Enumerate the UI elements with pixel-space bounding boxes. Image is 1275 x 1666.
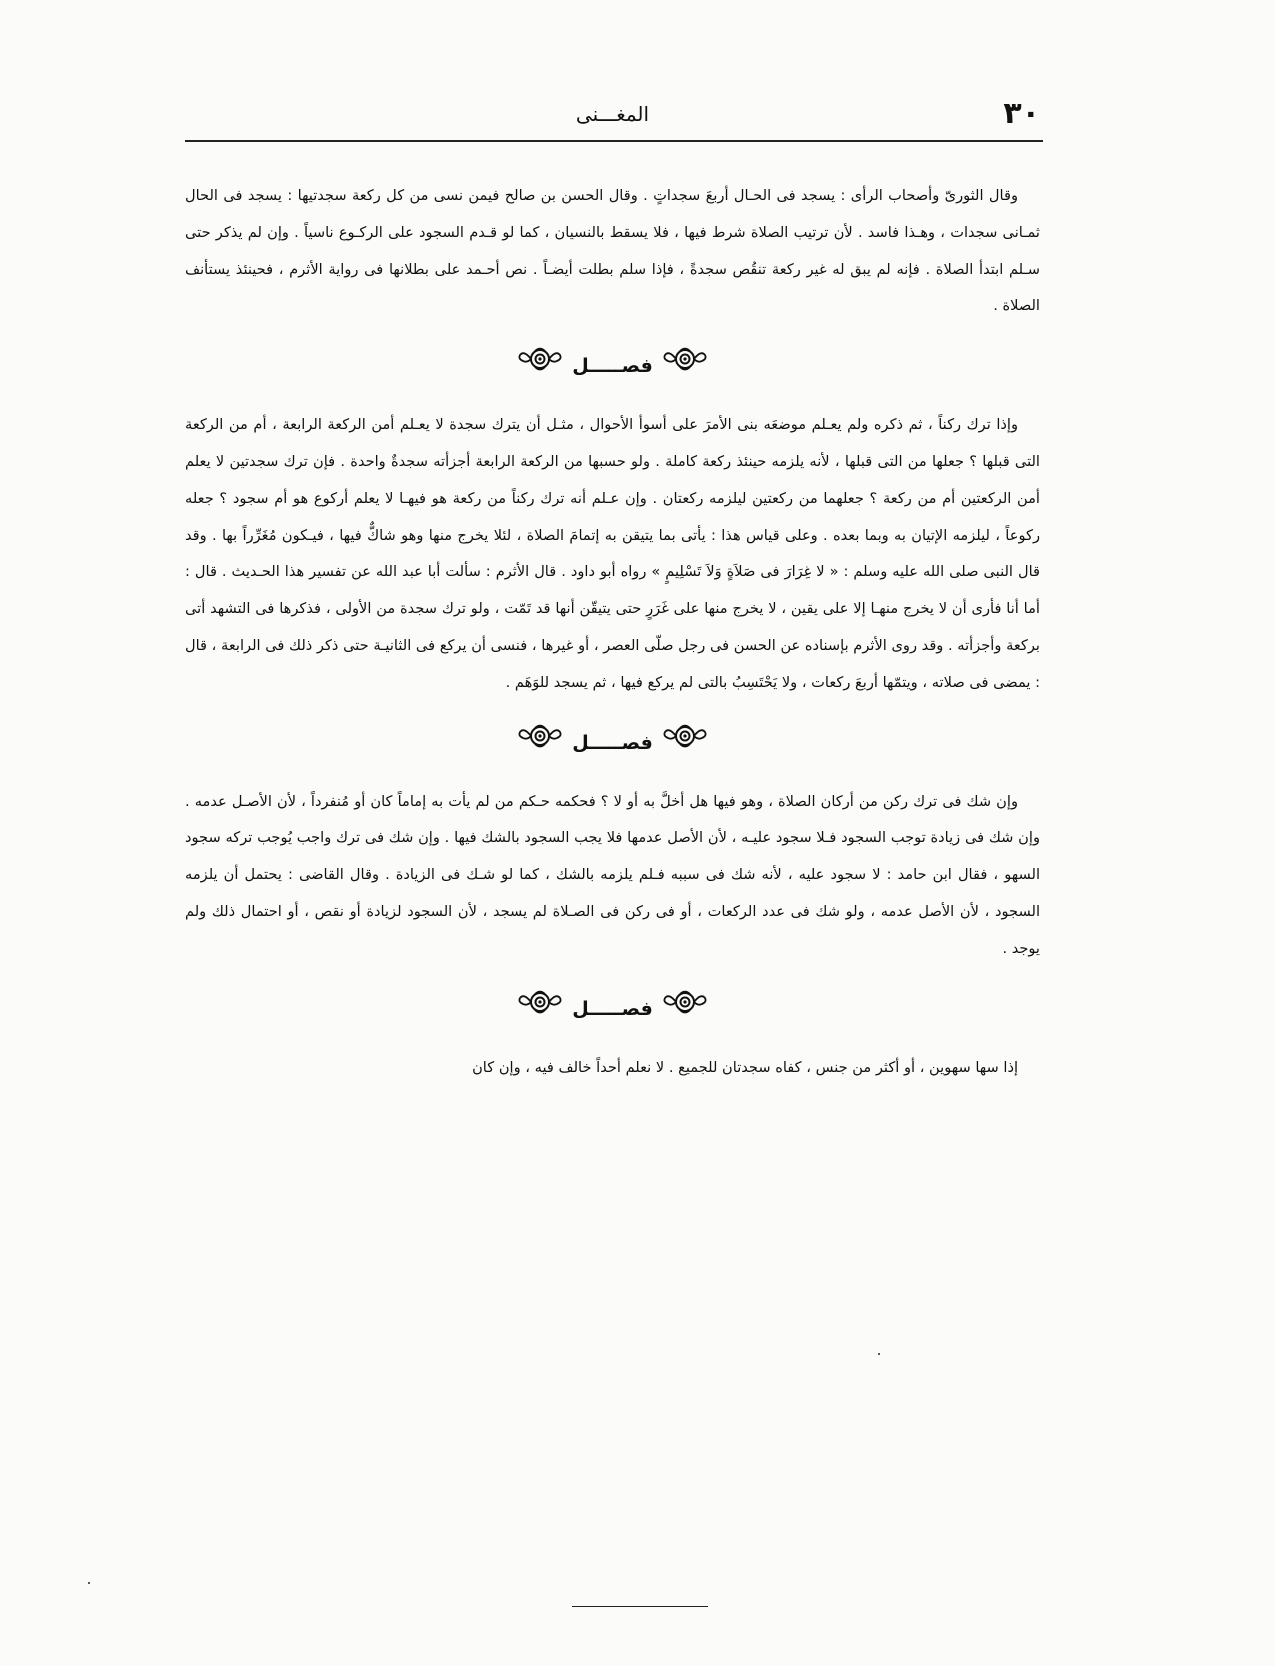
paragraph: إذا سها سهوين ، أو أكثر من جنس ، كفاه سجدتان للجميع . لا نعلم أحداً خالف فيه ، وإن كان <box>472 1058 1018 1076</box>
paragraph: وإن شك فى ترك ركن من أركان الصلاة ، وهو فيها هل أخلَّ به أو لا ؟ فحكمه حـكم من لم يأت به إماماً كان أو مُنفرداً ، لأن الأصـل عدمه . وإن شك فى زيادة توجب السجود فـلا سجود عليـه ، لأن الأصل عدمها فلا يجب السجود بالشك فيها . وإن شك فى ترك واجب يُوجب تركه سجود السهو ، فقال ابن حامد : لا سجود عليه ، لأنه شك فى سببه فـلم يلزمه بالشك ، كما لو شـك فى الزيادة . وقال القاضى : يحتمل أن يلزمه السجود ، لأن الأصل عدمه ، ولو شك فى عدد الركعات ، أو فى ركن فى الصـلاة لم يسجد ، لأن السجود لزيادة أو نقص ، أو احتمال ذلك ولم يوجد . <box>185 792 1040 957</box>
floral-ornament-icon <box>518 327 562 409</box>
ink-speck <box>878 1353 880 1355</box>
section-heading-label: فصـــــل <box>572 997 653 1020</box>
page-header <box>185 96 1040 140</box>
section-heading <box>185 702 1040 784</box>
ink-speck <box>88 1582 90 1584</box>
body-text <box>185 178 1040 1086</box>
paragraph: وإذا ترك ركناً ، ثم ذكره ولم يعـلم موضعَه بنى الأمرَ على أسوأ الأحوال ، مثـل أن يترك سجدة لا يعـلم أمن الركعة الرابعة ، أم من الركعة التى قبلها ؟ جعلها من التى قبلها ، لأنه يلزمه حينئذ ركعة كاملة . ولو حسبها من الركعة الرابعة أجزأته سجدةٌ واحدة . فإن ترك سجدتين لا يعلم أمن الركعتين أم من ركعة ؟ جعلهما من ركعتين ليلزمه ركعتان . وإن عـلم أنه ترك ركناً من ركعة هو فيهـا لا يعلم أركوع هو أم سجود ؟ جعله ركوعاً ، ليلزمه الإتيان به وبما بعده . وعلى قياس هذا : يأتى بما يتيقن به إتمامَ الصلاة ، لئلا يخرج منها وهو شاكٌّ فيها ، فيـكون مُغَرِّراً بها . وقد قال النبى صلى الله عليه وسلم : « لا غِرَارَ فى صَلاَةٍ وَلاَ تَسْلِيمٍ » رواه أبو داود . قال الأثرم : سألت أبا عبد الله عن تفسير هذا الحـديث . قال : أما أنا فأرى أن لا يخرج منهـا إلا على يقين ، لا يخرج منها على غَرَرٍ حتى يتيقّن أنها قد تَمّت ، ولو ترك سجدة من الأولى ، فذكرها فى التشهد أتى بركعة وأجزأته . وقد روى الأثرم بإسناده عن الحسن فى رجل صلّى العصر ، أو غيرها ، فنسى أن يركع فى الثانيـة حتى ذكر ذلك فى الرابعة ، قال : يمضى فى صلاته ، ويتمّها أربعَ ركعات ، ولا يَحْتَسِبُ بالتى لم يركع فيها ، ثم يسجد للوَهَم . <box>185 416 1040 691</box>
section-heading-label: فصـــــل <box>572 731 653 754</box>
floral-ornament-icon <box>518 704 562 786</box>
section-heading <box>185 968 1040 1050</box>
page-number: ٣٠ <box>1003 96 1040 131</box>
floral-ornament-icon <box>663 970 707 1052</box>
floral-ornament-icon <box>663 704 707 786</box>
footer-rule <box>572 1606 708 1607</box>
section-heading <box>185 325 1040 407</box>
section-heading-label: فصـــــل <box>572 355 653 378</box>
floral-ornament-icon <box>518 970 562 1052</box>
running-title: المغـــنى <box>575 102 650 126</box>
header-rule <box>185 140 1043 142</box>
floral-ornament-icon <box>663 327 707 409</box>
paragraph: وقال الثورىّ وأصحاب الرأى : يسجد فى الحـال أربعَ سجداتٍ . وقال الحسن بن صالح فيمن نسى من كل ركعة سجدتيها : يسجد فى الحال ثمـانى سجدات ، وهـذا فاسد . لأن ترتيب الصلاة شرط فيها ، فلا يسقط بالنسيان ، كما لو قـدم السجود على الركـوع ناسياً . وإن لم يذكر حتى سـلم ابتدأ الصلاة . فإنه لم يبق له غير ركعة تنقُص سجدةً ، فإذا سلم بطلت أيضـاً . نص أحـمد على بطلانها فى رواية الأثرم ، فحينئذ يستأنف الصلاة . <box>185 187 1040 315</box>
